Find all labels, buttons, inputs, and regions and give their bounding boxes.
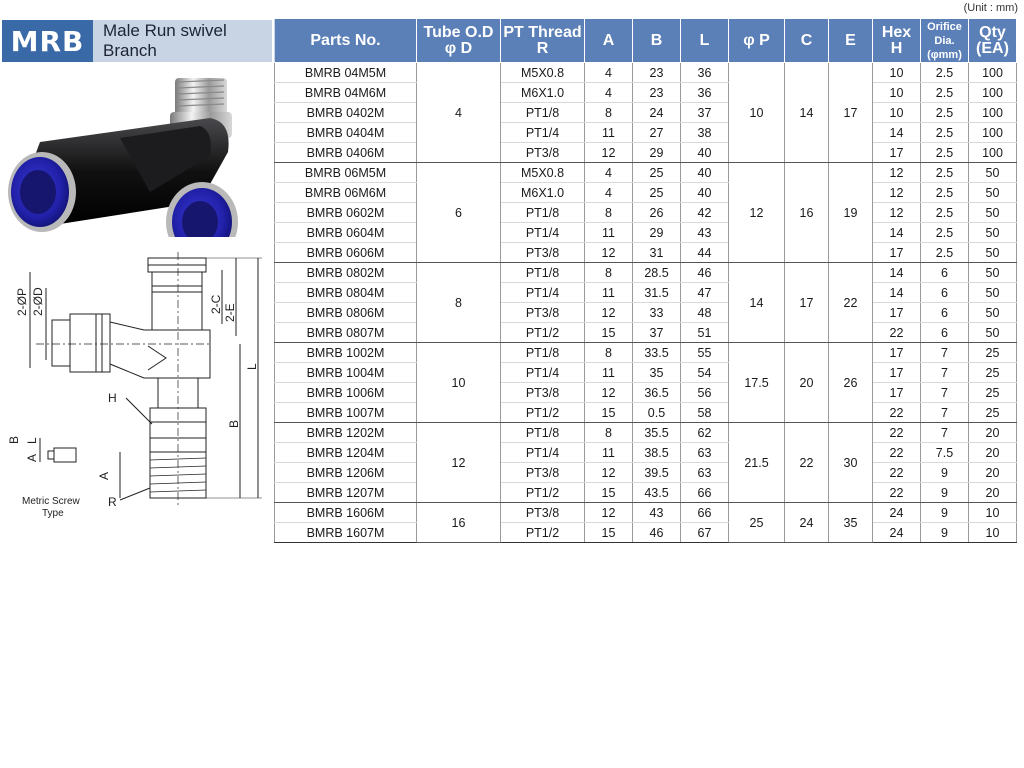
table-cell: 36.5 — [633, 383, 681, 403]
label-a-small: A — [25, 453, 39, 462]
table-row — [275, 443, 1017, 463]
table-cell: 7 — [921, 423, 969, 443]
table-cell: 33 — [633, 303, 681, 323]
table-cell: 22 — [829, 263, 873, 343]
table-cell: 2.5 — [921, 123, 969, 143]
table-cell: PT1/2 — [501, 403, 585, 423]
table-row — [275, 503, 1017, 523]
table-cell: 37 — [681, 103, 729, 123]
column-header-line2: φ D — [444, 39, 473, 57]
table-row — [275, 143, 1017, 163]
table-cell: BMRB 1606M — [275, 503, 417, 523]
table-cell: BMRB 04M6M — [275, 83, 417, 103]
table-cell: 8 — [585, 263, 633, 283]
table-cell: BMRB 0602M — [275, 203, 417, 223]
spec-table — [274, 18, 1017, 543]
table-cell: 56 — [681, 383, 729, 403]
table-cell: 20 — [969, 423, 1017, 443]
table-cell: 40 — [681, 183, 729, 203]
column-header-line2: R — [536, 39, 549, 57]
table-cell: 11 — [585, 123, 633, 143]
table-cell: 25 — [969, 383, 1017, 403]
table-cell: 8 — [585, 203, 633, 223]
column-header-line1: A — [602, 31, 615, 49]
table-row — [275, 483, 1017, 503]
table-cell: BMRB 0604M — [275, 223, 417, 243]
table-cell: 23 — [633, 83, 681, 103]
table-row — [275, 463, 1017, 483]
table-cell: 22 — [873, 483, 921, 503]
table-cell: 25 — [633, 183, 681, 203]
table-cell: 25 — [729, 503, 785, 543]
table-cell: 14 — [873, 123, 921, 143]
table-cell: 50 — [969, 223, 1017, 243]
table-cell: 7 — [921, 363, 969, 383]
label-2p: 2-ØP — [15, 287, 29, 316]
table-cell: 42 — [681, 203, 729, 223]
table-cell: 29 — [633, 223, 681, 243]
table-cell: 33.5 — [633, 343, 681, 363]
table-header-row — [275, 19, 1017, 63]
table-cell: 12 — [585, 503, 633, 523]
table-cell: PT1/2 — [501, 523, 585, 543]
table-cell: 100 — [969, 103, 1017, 123]
column-header — [921, 19, 969, 63]
table-cell: PT1/4 — [501, 443, 585, 463]
table-cell: BMRB 0806M — [275, 303, 417, 323]
column-header-line1: Qty — [979, 23, 1006, 41]
table-cell: 35.5 — [633, 423, 681, 443]
table-cell: BMRB 0606M — [275, 243, 417, 263]
table-cell: 19 — [829, 163, 873, 263]
table-cell: 2.5 — [921, 183, 969, 203]
product-code: MRB — [2, 20, 93, 62]
table-cell: 11 — [585, 443, 633, 463]
table-cell: 12 — [585, 463, 633, 483]
table-cell: 46 — [633, 523, 681, 543]
table-cell: 40 — [681, 143, 729, 163]
table-cell: 17 — [873, 243, 921, 263]
table-cell: 22 — [873, 403, 921, 423]
column-header — [417, 19, 501, 63]
table-cell: PT1/4 — [501, 283, 585, 303]
table-row — [275, 383, 1017, 403]
table-cell: 54 — [681, 363, 729, 383]
table-cell: 36 — [681, 63, 729, 83]
table-cell: 4 — [585, 163, 633, 183]
table-cell: 23 — [633, 63, 681, 83]
column-header-line1: Orifice Dia. — [927, 20, 962, 47]
product-name: Male Run swivel Branch — [93, 20, 272, 62]
table-cell: 27 — [633, 123, 681, 143]
table-row — [275, 123, 1017, 143]
table-cell: 50 — [969, 303, 1017, 323]
table-cell: BMRB 1607M — [275, 523, 417, 543]
table-cell: 62 — [681, 423, 729, 443]
table-cell: 43 — [633, 503, 681, 523]
table-cell: 8 — [585, 103, 633, 123]
column-header-line1: C — [800, 31, 813, 49]
table-cell: PT1/2 — [501, 323, 585, 343]
table-cell: BMRB 0406M — [275, 143, 417, 163]
table-cell: 24 — [633, 103, 681, 123]
table-cell: 12 — [873, 203, 921, 223]
table-cell: PT1/8 — [501, 343, 585, 363]
table-cell: 2.5 — [921, 163, 969, 183]
table-cell: 29 — [633, 143, 681, 163]
table-cell: 2.5 — [921, 83, 969, 103]
column-header-line1: B — [650, 31, 663, 49]
label-h: H — [108, 391, 117, 405]
table-cell: 2.5 — [921, 63, 969, 83]
table-cell: 10 — [873, 83, 921, 103]
table-cell: 50 — [969, 283, 1017, 303]
table-cell: 20 — [969, 463, 1017, 483]
table-cell: BMRB 1006M — [275, 383, 417, 403]
table-cell: 9 — [921, 463, 969, 483]
table-cell: 15 — [585, 523, 633, 543]
label-a: A — [97, 471, 111, 480]
table-row — [275, 243, 1017, 263]
table-cell: 50 — [969, 263, 1017, 283]
table-cell: 50 — [969, 163, 1017, 183]
column-header-line2: H — [890, 39, 903, 57]
table-cell: 12 — [585, 143, 633, 163]
table-cell: 22 — [873, 423, 921, 443]
table-cell: 67 — [681, 523, 729, 543]
table-cell: BMRB 1007M — [275, 403, 417, 423]
table-row — [275, 263, 1017, 283]
table-cell: 22 — [873, 323, 921, 343]
table-cell: PT1/8 — [501, 103, 585, 123]
table-cell: 100 — [969, 123, 1017, 143]
table-cell: 12 — [585, 243, 633, 263]
table-cell: 20 — [969, 483, 1017, 503]
column-header-line2: (EA) — [976, 39, 1009, 57]
table-cell: 12 — [585, 383, 633, 403]
table-cell: 6 — [921, 323, 969, 343]
table-cell: M6X1.0 — [501, 183, 585, 203]
table-cell: 25 — [969, 403, 1017, 423]
table-cell: 8 — [585, 423, 633, 443]
table-cell: 24 — [785, 503, 829, 543]
column-header-line1: L — [699, 31, 710, 49]
table-cell: PT1/2 — [501, 483, 585, 503]
table-cell: 6 — [921, 263, 969, 283]
table-cell: 7 — [921, 343, 969, 363]
table-cell: M6X1.0 — [501, 83, 585, 103]
table-cell: 31 — [633, 243, 681, 263]
table-cell: BMRB 1207M — [275, 483, 417, 503]
table-cell: 17 — [873, 363, 921, 383]
table-cell: 4 — [585, 63, 633, 83]
table-cell: 17 — [873, 303, 921, 323]
table-cell: BMRB 1202M — [275, 423, 417, 443]
table-cell: 50 — [969, 203, 1017, 223]
table-cell: 15 — [585, 323, 633, 343]
table-cell: 14 — [873, 263, 921, 283]
label-2d: 2-ØD — [31, 287, 45, 316]
table-cell: 24 — [873, 503, 921, 523]
column-header-line2: (φmm) — [927, 48, 962, 61]
table-cell: 0.5 — [633, 403, 681, 423]
table-cell: BMRB 1206M — [275, 463, 417, 483]
label-b: B — [227, 419, 241, 428]
metric-type-label: Type — [42, 508, 64, 519]
table-row — [275, 523, 1017, 543]
table-row — [275, 303, 1017, 323]
table-cell: 63 — [681, 463, 729, 483]
table-cell: 58 — [681, 403, 729, 423]
table-cell: 50 — [969, 323, 1017, 343]
column-header — [275, 19, 417, 63]
table-cell: BMRB 06M6M — [275, 183, 417, 203]
label-l-small: L — [25, 437, 39, 444]
unit-label: (Unit : mm) — [963, 2, 1018, 14]
table-cell: BMRB 04M5M — [275, 63, 417, 83]
table-cell: 7 — [921, 403, 969, 423]
label-r: R — [108, 495, 117, 509]
table-cell: 4 — [585, 83, 633, 103]
table-cell: 39.5 — [633, 463, 681, 483]
column-header-line1: Hex — [881, 23, 912, 41]
table-cell: PT1/4 — [501, 223, 585, 243]
dimension-drawing — [0, 248, 272, 538]
column-header — [501, 19, 585, 63]
table-cell: 66 — [681, 483, 729, 503]
table-cell: BMRB 1204M — [275, 443, 417, 463]
table-cell: 38 — [681, 123, 729, 143]
table-cell: 12 — [585, 303, 633, 323]
table-cell: 8 — [585, 343, 633, 363]
column-header-line1: PT Thread — [503, 23, 582, 41]
column-header — [585, 19, 633, 63]
product-photo — [0, 72, 270, 237]
table-cell: 20 — [969, 443, 1017, 463]
table-cell: PT3/8 — [501, 243, 585, 263]
table-cell: 14 — [729, 263, 785, 343]
table-cell: 28.5 — [633, 263, 681, 283]
table-cell: 35 — [829, 503, 873, 543]
column-header — [633, 19, 681, 63]
table-cell: 22 — [785, 423, 829, 503]
product-title-badge — [2, 20, 272, 62]
table-cell: 24 — [873, 523, 921, 543]
table-cell: BMRB 0807M — [275, 323, 417, 343]
column-header-line1: φ P — [743, 31, 770, 49]
table-row — [275, 203, 1017, 223]
table-cell: 6 — [921, 303, 969, 323]
table-cell: 16 — [417, 503, 501, 543]
column-header-line1: Tube O.D — [423, 23, 494, 41]
table-cell: 2.5 — [921, 103, 969, 123]
table-cell: BMRB 0402M — [275, 103, 417, 123]
table-cell: 17 — [873, 143, 921, 163]
table-cell: 50 — [969, 183, 1017, 203]
table-cell: PT1/4 — [501, 363, 585, 383]
table-cell: PT1/8 — [501, 423, 585, 443]
table-cell: 17 — [829, 63, 873, 163]
table-cell: 15 — [585, 483, 633, 503]
table-cell: BMRB 0804M — [275, 283, 417, 303]
table-cell: 51 — [681, 323, 729, 343]
table-cell: 10 — [969, 503, 1017, 523]
table-cell: M5X0.8 — [501, 163, 585, 183]
table-cell: PT3/8 — [501, 503, 585, 523]
table-cell: 9 — [921, 523, 969, 543]
table-cell: 40 — [681, 163, 729, 183]
table-cell: 50 — [969, 243, 1017, 263]
table-cell: BMRB 1002M — [275, 343, 417, 363]
table-cell: 22 — [873, 463, 921, 483]
column-header — [729, 19, 785, 63]
table-row — [275, 103, 1017, 123]
table-cell: PT3/8 — [501, 143, 585, 163]
table-cell: 9 — [921, 483, 969, 503]
table-cell: 4 — [417, 63, 501, 163]
table-cell: 14 — [785, 63, 829, 163]
table-cell: 47 — [681, 283, 729, 303]
table-cell: 12 — [873, 183, 921, 203]
table-cell: 10 — [417, 343, 501, 423]
table-row — [275, 83, 1017, 103]
table-cell: 25 — [969, 363, 1017, 383]
table-row — [275, 63, 1017, 83]
table-cell: 43 — [681, 223, 729, 243]
table-cell: 6 — [921, 283, 969, 303]
table-cell: 55 — [681, 343, 729, 363]
table-cell: 66 — [681, 503, 729, 523]
table-cell: 11 — [585, 283, 633, 303]
table-cell: 21.5 — [729, 423, 785, 503]
table-cell: 2.5 — [921, 203, 969, 223]
table-cell: 38.5 — [633, 443, 681, 463]
table-cell: 2.5 — [921, 243, 969, 263]
table-cell: 37 — [633, 323, 681, 343]
table-cell: BMRB 06M5M — [275, 163, 417, 183]
table-cell: 10 — [729, 63, 785, 163]
metric-screw-label: Metric Screw — [22, 496, 80, 507]
label-2c: 2-C — [209, 294, 223, 314]
table-cell: PT3/8 — [501, 303, 585, 323]
table-cell: BMRB 0404M — [275, 123, 417, 143]
label-2e: 2-E — [223, 303, 237, 322]
table-row — [275, 163, 1017, 183]
table-cell: 10 — [873, 103, 921, 123]
table-cell: PT3/8 — [501, 463, 585, 483]
table-cell: 14 — [873, 223, 921, 243]
table-cell: 7.5 — [921, 443, 969, 463]
table-cell: 63 — [681, 443, 729, 463]
label-b-small: B — [7, 435, 21, 444]
table-cell: 2.5 — [921, 223, 969, 243]
table-cell: 31.5 — [633, 283, 681, 303]
table-cell: 25 — [633, 163, 681, 183]
table-cell: 44 — [681, 243, 729, 263]
table-cell: 35 — [633, 363, 681, 383]
table-cell: BMRB 0802M — [275, 263, 417, 283]
table-cell: 11 — [585, 223, 633, 243]
table-cell: 4 — [585, 183, 633, 203]
column-header-line1: Parts No. — [310, 31, 381, 49]
table-cell: 8 — [417, 263, 501, 343]
table-cell: 12 — [417, 423, 501, 503]
column-header — [829, 19, 873, 63]
table-row — [275, 363, 1017, 383]
table-body — [275, 63, 1017, 543]
table-cell: 100 — [969, 63, 1017, 83]
table-cell: M5X0.8 — [501, 63, 585, 83]
column-header — [873, 19, 921, 63]
table-cell: BMRB 1004M — [275, 363, 417, 383]
column-header — [969, 19, 1017, 63]
table-cell: 30 — [829, 423, 873, 503]
table-cell: 17 — [873, 343, 921, 363]
table-cell: 15 — [585, 403, 633, 423]
table-row — [275, 183, 1017, 203]
table-row — [275, 323, 1017, 343]
table-cell: 26 — [633, 203, 681, 223]
label-l: L — [245, 363, 259, 370]
table-cell: 10 — [873, 63, 921, 83]
table-cell: 12 — [729, 163, 785, 263]
table-cell: PT3/8 — [501, 383, 585, 403]
table-cell: 36 — [681, 83, 729, 103]
table-cell: 10 — [969, 523, 1017, 543]
table-cell: 26 — [829, 343, 873, 423]
table-cell: 12 — [873, 163, 921, 183]
table-cell: 100 — [969, 143, 1017, 163]
table-row — [275, 223, 1017, 243]
column-header — [785, 19, 829, 63]
column-header — [681, 19, 729, 63]
table-cell: 14 — [873, 283, 921, 303]
table-cell: 7 — [921, 383, 969, 403]
table-cell: 9 — [921, 503, 969, 523]
table-row — [275, 283, 1017, 303]
table-row — [275, 343, 1017, 363]
table-cell: 2.5 — [921, 143, 969, 163]
table-cell: 11 — [585, 363, 633, 383]
table-cell: 43.5 — [633, 483, 681, 503]
table-cell: 100 — [969, 83, 1017, 103]
table-cell: 48 — [681, 303, 729, 323]
table-cell: 17.5 — [729, 343, 785, 423]
table-cell: 6 — [417, 163, 501, 263]
table-row — [275, 403, 1017, 423]
table-cell: 20 — [785, 343, 829, 423]
table-cell: 25 — [969, 343, 1017, 363]
table-cell: 46 — [681, 263, 729, 283]
table-cell: 17 — [785, 263, 829, 343]
table-cell: PT1/8 — [501, 263, 585, 283]
table-cell: 16 — [785, 163, 829, 263]
table-cell: PT1/8 — [501, 203, 585, 223]
table-cell: 17 — [873, 383, 921, 403]
column-header-line1: E — [845, 31, 856, 49]
table-cell: PT1/4 — [501, 123, 585, 143]
table-row — [275, 423, 1017, 443]
table-cell: 22 — [873, 443, 921, 463]
